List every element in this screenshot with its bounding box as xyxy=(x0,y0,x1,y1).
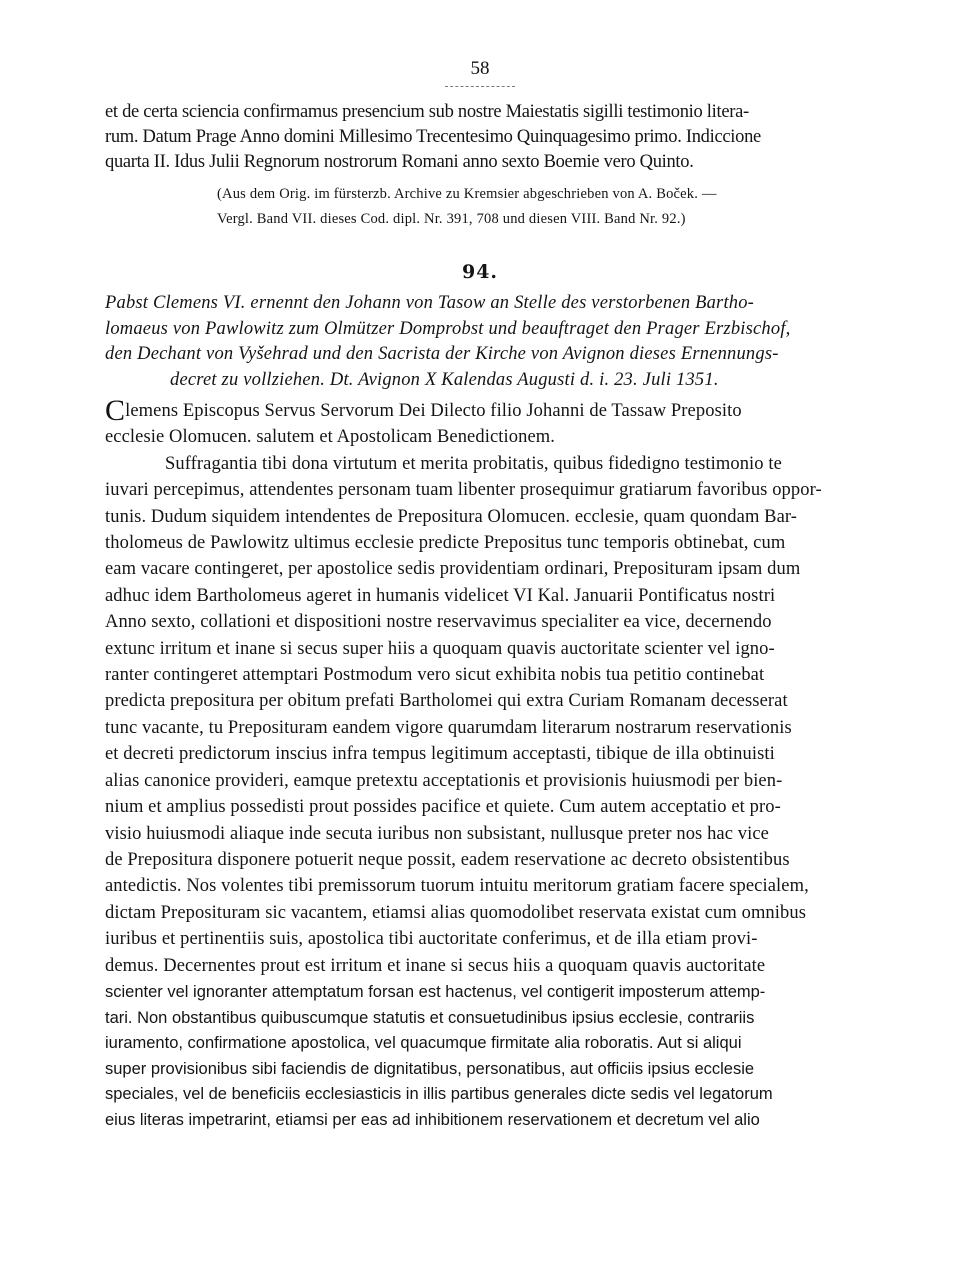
text-line xyxy=(105,926,865,952)
text-line xyxy=(105,794,865,820)
regest-line xyxy=(105,342,865,368)
document-body-lower xyxy=(105,980,865,1134)
line-text: decret zu vollziehen. Dt. Avignon X Kalendas Augusti d. i. 23. Juli 1351. xyxy=(170,369,719,390)
text-line xyxy=(105,768,865,794)
text-line xyxy=(105,1108,865,1134)
text-line xyxy=(105,1082,865,1108)
line-text: Suffragantia tibi dona virtutum et merita probitatis, quibus fidedigno testimonio te xyxy=(165,453,782,474)
line-text: alias canonice provideri, eamque pretextu acceptationis et provisionis huiusmodi per bien- xyxy=(105,770,783,791)
line-text: (Aus dem Orig. im fürsterzb. Archive zu Kremsier abgeschrieben von A. Boček. — xyxy=(217,186,717,202)
line-text: tholomeus de Pawlowitz ultimus ecclesie predicte Prepositus tunc temporis obtinebat, cum xyxy=(105,533,786,554)
text-line xyxy=(105,451,865,477)
line-text: Pabst Clemens VI. ernennt den Johann von Tasow an Stelle des verstorbenen Bartho- xyxy=(105,293,755,313)
text-line xyxy=(105,873,865,899)
line-text: iuvari percepimus, attendentes personam tuam libenter prosequimur gratiarum favoribus oppor- xyxy=(105,480,822,501)
text-line xyxy=(105,636,865,662)
line-text: predicta prepositura per obitum prefati Bartholomei qui extra Curiam Romanam decesserat xyxy=(105,691,788,712)
page-number: 58 xyxy=(470,58,490,79)
text-line xyxy=(105,980,865,1006)
line-text: tunc vacante, tu Preposituram eandem vigore quarumdam literarum nostrarum reservationis xyxy=(105,717,792,738)
text-line xyxy=(105,821,865,847)
text-line xyxy=(105,394,865,427)
line-text: adhuc idem Bartholomeus ageret in humanis videlicet VI Kal. Januarii Pontificatus nostri xyxy=(105,585,776,606)
text-line xyxy=(105,583,865,609)
line-text: ecclesie Olomucen. salutem et Apostolicam Benedictionem. xyxy=(105,427,555,448)
regest-line xyxy=(105,291,865,317)
regest-line xyxy=(105,368,865,394)
text-line xyxy=(105,741,865,767)
text-line xyxy=(105,530,865,556)
line-text: demus. Decernentes prout est irritum et inane si secus hiis a quoquam quavis auctoritate xyxy=(105,955,766,976)
text-line xyxy=(105,556,865,582)
source-note-line xyxy=(217,207,857,232)
line-text: visio huiusmodi aliaque inde secuta iuribus non subsistant, nullusque preter nos hac vice xyxy=(105,823,769,844)
line-text: extunc irritum et inane si secus super hiis a quoquam quavis auctoritate scienter vel igno- xyxy=(105,638,775,659)
line-text: et de certa sciencia confirmamus presencium sub nostre Maiestatis sigilli testimonio litera- xyxy=(105,102,749,122)
line-text: super provisionibus sibi faciendis de dignitatibus, personatibus, aut officiis ipsius ecclesie xyxy=(105,1059,755,1078)
line-text: nium et amplius possedisti prout possides pacifice et quiete. Cum autem acceptatio et pro- xyxy=(105,797,781,818)
source-note-line xyxy=(217,182,857,207)
text-line xyxy=(105,1057,865,1083)
line-text: den Dechant von Vyšehrad und den Sacrista der Kirche von Avignon dieses Ernennungs- xyxy=(105,344,779,364)
regest-heading xyxy=(105,291,865,393)
text-line xyxy=(105,847,865,873)
text-line xyxy=(105,100,865,125)
line-text: eam vacare contingeret, per apostolice sedis providentiam ordinari, Preposituram ipsam dum xyxy=(105,559,801,580)
document-number: 94. xyxy=(461,261,499,283)
line-text: dictam Preposituram sic vacantem, etiamsi alias quomodolibet reservata existat cum omnibus xyxy=(105,902,807,923)
line-text: de Prepositura disponere potuerit neque possit, eadem reservatione ac decreto obsistentibus xyxy=(105,849,790,870)
source-note xyxy=(217,182,857,232)
text-line xyxy=(105,609,865,635)
text-line xyxy=(105,504,865,530)
line-text: Vergl. Band VII. dieses Cod. dipl. Nr. 391, 708 und diesen VIII. Band Nr. 92.) xyxy=(217,211,686,227)
continuation-text xyxy=(105,100,865,175)
line-text: tunis. Dudum siquidem intendentes de Prepositura Olomucen. ecclesie, quam quondam Bar- xyxy=(105,506,798,527)
line-text: scienter vel ignoranter attemptatum forsan est hactenus, vel contigerit imposterum attemp- xyxy=(105,983,766,1001)
line-text: et decreti predictorum inscius infra tempus legitimum acceptasti, tibique de illa obtinuisti xyxy=(105,744,775,765)
text-line xyxy=(105,1006,865,1032)
line-text: tari. Non obstantibus quibuscumque statutis et consuetudinibus ipsius ecclesie, contrariis xyxy=(105,1008,755,1027)
text-line xyxy=(105,662,865,688)
line-text: iuribus et pertinentiis suis, apostolica tibi auctoritate conferimus, et de illa etiam provi- xyxy=(105,929,758,950)
regest-line xyxy=(105,317,865,343)
line-text: lomaeus von Pawlowitz zum Olmützer Domprobst und beauftraget den Prager Erzbischof, xyxy=(105,318,791,339)
line-text: lemens Episcopus Servus Servorum Dei Dilecto filio Johanni de Tassaw Preposito xyxy=(125,401,742,421)
drop-initial: C xyxy=(105,394,126,427)
line-text: ranter contingeret attemptari Postmodum vero sicut exhibita nobis tua petitio continebat xyxy=(105,665,765,686)
document-body-upper xyxy=(105,394,865,979)
text-line xyxy=(105,125,865,150)
text-line xyxy=(105,477,865,503)
text-line xyxy=(105,900,865,926)
text-line xyxy=(105,715,865,741)
line-text: speciales, vel de beneficiis ecclesiasticis in illis partibus generales dicte sedis vel legatorum xyxy=(105,1085,773,1104)
line-text: Anno sexto, collationi et dispositioni nostre reservavimus specialiter ea vice, decernendo xyxy=(105,612,772,633)
line-text: eius literas impetrarint, etiamsi per eas ad inhibitionem reservationem et decretum vel alio xyxy=(105,1110,760,1129)
page-number-rule xyxy=(445,86,515,87)
line-text: quarta II. Idus Julii Regnorum nostrorum Romani anno sexto Boemie vero Quinto. xyxy=(105,152,694,172)
text-line xyxy=(105,953,865,979)
line-text: iuramento, confirmatione apostolica, vel quacumque firmitate alia roboratis. Aut si aliqui xyxy=(105,1034,742,1053)
line-text: antedictis. Nos volentes tibi premissorum tuorum intuitu meritorum gratiam facere specialem, xyxy=(105,876,809,897)
text-line xyxy=(105,150,865,175)
text-line xyxy=(105,424,865,450)
line-text: rum. Datum Prage Anno domini Millesimo Trecentesimo Quinquagesimo primo. Indiccione xyxy=(105,127,761,147)
text-line xyxy=(105,1031,865,1057)
text-line xyxy=(105,688,865,714)
